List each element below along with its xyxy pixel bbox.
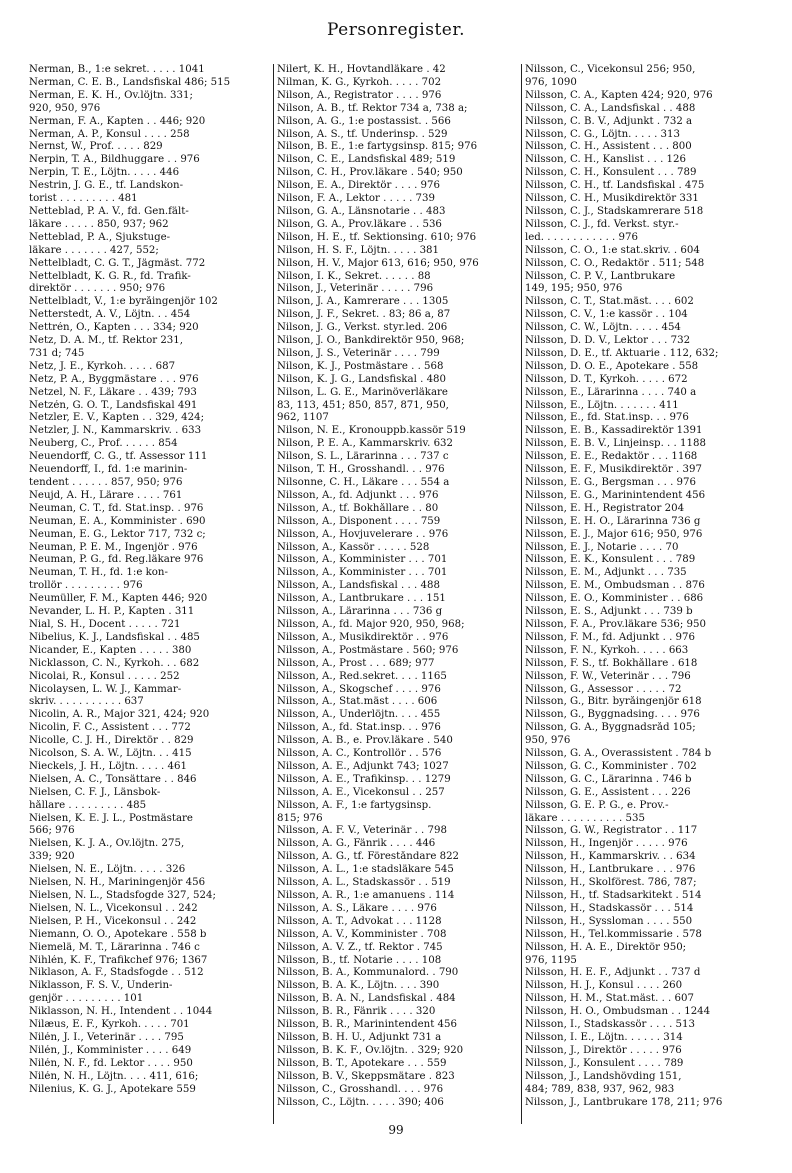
register-entry: Nilsson, E. G., Bergsman . . . 976 <box>525 477 697 488</box>
register-entry: Nilsson, A., Prost . . . 689; 977 <box>277 657 435 669</box>
register-entry: Nilson, J. S., Veterinär . . . . 799 <box>277 347 440 359</box>
register-entry: Nilsson, G. A., Överassistent . 784 b <box>525 748 712 760</box>
register-entry: Nilsson, A., Disponent . . . . 759 <box>277 515 441 527</box>
register-entry: Neuman, C. T., fd. Stat.insp. . 976 <box>29 502 204 514</box>
register-entry: 566; 976 <box>29 825 75 837</box>
register-entry: Nilson, T. H., Grosshandl. . . 976 <box>277 464 445 476</box>
register-entry: Nilsson, G. C., Lärarinna . 746 b <box>525 773 692 785</box>
register-entry: Nibelius, K. J., Landsfiskal . . 485 <box>29 631 200 643</box>
register-entry: Nestrin, J. G. E., tf. Landskon- <box>29 180 184 192</box>
register-column-1 <box>26 64 274 1124</box>
register-entry: Nilsson, B. A. K., Löjtn. . . . 390 <box>277 980 440 992</box>
register-entry: Nilsson, C. H., Konsulent . . . 789 <box>525 167 697 179</box>
register-entry: Nilén, N. H., Löjtn. . . . 411, 616; <box>29 1070 199 1082</box>
register-entry: Nilsson, A., Komminister . . . 701 <box>277 554 448 566</box>
register-entry: Nilsson, F. M., fd. Adjunkt . . 976 <box>525 631 695 643</box>
register-entry: Nicolaysen, L. W. J., Kammar- <box>29 683 182 695</box>
register-entry: Nilsson, C. O., 1:e stat.skriv. . 604 <box>525 244 700 256</box>
register-entry: Nilson, C. E., Landsfiskal 489; 519 <box>277 154 456 166</box>
register-entry: Nilsson, A., Kassör . . . . . 528 <box>277 541 430 553</box>
register-entry: Nilsson, J., Direktör . . . . . 976 <box>525 1044 682 1056</box>
register-entry: Nielsen, A. C., Tonsättare . . 846 <box>29 773 197 785</box>
register-entry: Nettrén, O., Kapten . . . 334; 920 <box>29 322 199 334</box>
register-entry: Nilsson, C. T., Stat.mäst. . . . 602 <box>525 296 694 308</box>
register-entry: Nilsson, J., Landshövding 151, <box>525 1070 682 1082</box>
register-entry: Nilsson, B. H. U., Adjunkt 731 a <box>277 1031 442 1043</box>
register-entry: Netteblad, P. A., Sjukstuge- <box>29 231 171 243</box>
register-entry: Niklasson, N. H., Intendent . . 1044 <box>29 1006 213 1018</box>
register-entry: Nilsson, C. H., tf. Landsfiskal . 475 <box>525 180 705 192</box>
register-entry: Nilsson, E. J., Major 616; 950, 976 <box>525 528 703 540</box>
register-entry: Nilsson, A., Stat.mäst . . . . 606 <box>277 696 438 708</box>
register-entry: trollör . . . . . . . . . 976 <box>29 580 143 592</box>
register-entry: Nilsson, H. J., Konsul . . . . 260 <box>525 980 683 992</box>
register-entry: Neujd, A. H., Lärare . . . . 761 <box>29 489 183 501</box>
register-entry: genjör . . . . . . . . . 101 <box>29 993 144 1005</box>
register-entry: Nilén, J., Komminister . . . . 649 <box>29 1044 192 1056</box>
register-entry: Nilsson, H. O., Ombudsman . . 1244 <box>525 1006 711 1018</box>
register-entry: Nilsson, A., fd. Stat.insp. . . 976 <box>277 722 441 734</box>
register-entry: Nilsson, C. P. V., Lantbrukare <box>525 270 676 282</box>
register-entry: Nilsson, A., Lantbrukare . . . 151 <box>277 593 446 605</box>
register-entry: Nilsson, G. E. P. G., e. Prov.- <box>525 799 669 811</box>
register-entry: Nilsson, B. A. N., Landsfiskal . 484 <box>277 993 456 1005</box>
register-entry: Nieckels, J. H., Löjtn. . . . . 461 <box>29 760 187 772</box>
register-entry: Nielsen, C. F. J., Länsbok- <box>29 786 161 798</box>
register-entry: Nilsson, A. S., Läkare . . . . 976 <box>277 902 437 914</box>
register-entry: Nilsson, B. R., Marinintendent 456 <box>277 1019 457 1031</box>
register-entry: led. . . . . . . . . . . . 976 <box>525 231 638 243</box>
register-entry: Nilsson, A. V., Komminister . 708 <box>277 928 447 940</box>
register-entry: läkare . . . . . 850, 937; 962 <box>29 218 169 230</box>
register-entry: Netz, D. A. M., tf. Rektor 231, <box>29 335 184 347</box>
register-entry: Nilsson, A., Komminister . . . 701 <box>277 567 448 579</box>
register-entry: Nilsson, E. F., Musikdirektör . 397 <box>525 464 702 476</box>
register-entry: Nerpin, T. A., Bildhuggare . . 976 <box>29 154 200 166</box>
register-entry: Nilsson, I. E., Löjtn. . . . . . 314 <box>525 1031 683 1043</box>
register-column-2 <box>274 64 522 1124</box>
register-entry: Nilsson, A., fd. Major 920, 950, 968; <box>277 618 465 630</box>
register-entry: Nilsson, D. O. E., Apotekare . 558 <box>525 360 699 372</box>
register-entry: direktör . . . . . . . 950; 976 <box>29 283 166 295</box>
register-entry: Netz, J. E., Kyrkoh. . . . . 687 <box>29 360 176 372</box>
register-entry: Nilsson, H., Syssloman . . . . 550 <box>525 915 693 927</box>
register-entry: Nilsson, H., tf. Stadsarkitekt . 514 <box>525 890 702 901</box>
register-entry: Nilson, J. O., Bankdirektör 950, 968; <box>277 335 465 347</box>
register-entry: Nilsson, A., fd. Adjunkt . . . 976 <box>277 489 439 501</box>
register-entry: Neuman, E. G., Lektor 717, 732 c; <box>29 528 206 540</box>
register-entry: Nerman, C. E. B., Landsfiskal 486; 515 <box>29 76 231 88</box>
register-entry: Neuendorff, C. G., tf. Assessor 111 <box>29 451 208 463</box>
register-entry: Nilsson, B. K. F., Öv.löjtn. . 329; 920 <box>277 1044 464 1056</box>
register-entry: Nernst, W., Prof. . . . . 829 <box>29 141 163 153</box>
register-entry: 962, 1107 <box>277 412 329 424</box>
register-entry: Nilson, J. G., Verkst. styr.led. 206 <box>277 322 448 334</box>
register-entry: Nilsson, I., Stadskassör . . . . 513 <box>525 1019 695 1031</box>
register-entry: Nilsson, C. A., Kapten 424; 920, 976 <box>525 89 713 101</box>
register-entry: 731 d; 745 <box>29 347 85 359</box>
register-entry: Nilsson, D. E., tf. Aktuarie . 112, 632; <box>525 347 719 359</box>
register-entry: läkare . . . . . . . . . . 535 <box>525 812 645 824</box>
register-entry: Netzler, E. V., Kapten . . 329, 424; <box>29 412 204 424</box>
register-entry: Nilson, A. G., 1:e postassist. . 566 <box>277 115 451 127</box>
register-entry: Nilsson, E. O., Komminister . . 686 <box>525 593 704 605</box>
register-entry: Netzler, J. N., Kammarskriv. . 633 <box>29 425 202 437</box>
register-entry: Nilsson, C. A., Landsfiskal . . 488 <box>525 102 696 114</box>
page-title: Personregister. <box>326 20 466 40</box>
register-entry: 950, 976 <box>525 735 571 747</box>
register-entry: Nilsson, A., Landsfiskal . . . 488 <box>277 580 440 592</box>
register-entry: Nilert, K. H., Hovtandläkare . 42 <box>277 64 446 75</box>
register-entry: Nettelbladt, C. G. T., Jägmäst. 772 <box>29 257 206 269</box>
register-entry: Neuendorff, I., fd. 1:e marinin- <box>29 464 188 476</box>
register-entry: Nettelbladt, V., 1:e byråingenjör 102 <box>29 296 218 308</box>
register-entry: Nicolson, S. A. W., Löjtn. . . 415 <box>29 748 192 760</box>
register-entry: Netz, P. A., Byggmästare . . . 976 <box>29 373 199 385</box>
register-entry: Nielsen, N. L., Stadsfogde 327, 524; <box>29 890 216 901</box>
register-entry: Nilsson, A. R., 1:e amanuens . 114 <box>277 890 455 901</box>
register-entry: Nilsson, C., Vicekonsul 256; 950, <box>525 64 696 75</box>
register-entry: Nilson, H. V., Major 613, 616; 950, 976 <box>277 257 479 269</box>
register-entry: Nilson, C. H., Prov.läkare . 540; 950 <box>277 167 463 179</box>
register-entry: Nilsson, G. C., Komminister . 702 <box>525 760 697 772</box>
register-entry: Nilsson, D. T., Kyrkoh. . . . . 672 <box>525 373 688 385</box>
register-entry: Nerman, A. P., Konsul . . . . 258 <box>29 128 190 140</box>
register-entry: Nilsson, A. L., Stadskassör . . 519 <box>277 877 451 889</box>
register-entry: Nettelbladt, K. G. R., fd. Trafik- <box>29 270 191 282</box>
register-entry: Nilén, J. I., Veterinär . . . . 795 <box>29 1031 184 1043</box>
register-entry: Nilsson, A. V. Z., tf. Rektor . 745 <box>277 941 443 953</box>
register-entry: Nilsson, A. B., e. Prov.läkare . 540 <box>277 735 453 747</box>
register-entry: Nielsen, K. E. J. L., Postmästare <box>29 812 193 824</box>
register-entry: Nilsson, H., Skolförest. 786, 787; <box>525 877 697 889</box>
register-entry: Nilsson, A., Lärarinna . . . 736 g <box>277 606 443 618</box>
register-entry: Nilsson, E. M., Adjunkt . . . 735 <box>525 567 687 579</box>
register-entry: Nerman, B., 1:e sekret. . . . . 1041 <box>29 64 205 75</box>
register-entry: hållare . . . . . . . . . 485 <box>29 799 147 811</box>
register-entry: Nilson, K. J., Postmästare . . 568 <box>277 360 444 372</box>
register-entry: Nilsson, J., Konsulent . . . . 789 <box>525 1057 684 1069</box>
register-entry: Nilson, A., Registrator . . . . 976 <box>277 89 442 101</box>
register-entry: Nilson, N. E., Kronouppb.kassör 519 <box>277 425 466 437</box>
register-entry: Nilson, I. K., Sekret. . . . . . 88 <box>277 270 431 282</box>
register-entry: Nilsson, E. M., Ombudsman . . 876 <box>525 580 705 592</box>
register-entry: Nilsson, E. H., Registrator 204 <box>525 502 685 514</box>
register-column-3 <box>522 64 770 1124</box>
register-entry: 484; 789, 838, 937, 962, 983 <box>525 1083 675 1095</box>
register-entry: Nilson, A. S., tf. Underinsp. . 529 <box>277 128 448 140</box>
register-entry: Nilsson, B., tf. Notarie . . . . 108 <box>277 954 442 966</box>
register-entry: Nilsson, C. H., Musikdirektör 331 <box>525 193 699 205</box>
register-entry: Neuman, T. H., fd. 1:e kon- <box>29 567 168 579</box>
register-entry: Nilsson, H. A. E., Direktör 950; <box>525 941 687 953</box>
register-entry: Nilsson, H., Ingenjör . . . . . 976 <box>525 838 688 850</box>
register-entry: Nilsson, C. W., Löjtn. . . . . 454 <box>525 322 681 334</box>
register-entry: Nilsson, E. K., Konsulent . . . 789 <box>525 554 696 566</box>
register-entry: Nilsson, C. J., Stadskamrerare 518 <box>525 205 704 217</box>
register-entry: Neuman, E. A., Komminister . 690 <box>29 515 206 527</box>
register-entry: Neumüller, F. M., Kapten 446; 920 <box>29 593 208 605</box>
register-entry: Nilsson, F. W., Veterinär . . . 796 <box>525 670 691 682</box>
register-entry: Niemelä, M. T., Lärarinna . 746 c <box>29 941 200 953</box>
register-entry: Nilson, L. G. E., Marinöverläkare <box>277 386 448 398</box>
register-entry: Nilsson, F. N., Kyrkoh. . . . . 663 <box>525 644 689 656</box>
register-entry: Nilman, K. G., Kyrkoh. . . . . 702 <box>277 76 442 88</box>
register-entry: 920, 950, 976 <box>29 102 101 114</box>
register-entry: Nicolin, A. R., Major 321, 424; 920 <box>29 709 210 721</box>
register-entry: Nilson, J. F., Sekret. . 83; 86 a, 87 <box>277 309 451 321</box>
register-entry: Nilsson, A., Postmästare . 560; 976 <box>277 644 459 656</box>
register-entry: Nicander, E., Kapten . . . . . 380 <box>29 644 192 656</box>
register-entry: Nilsson, E., fd. Stat.insp. . . 976 <box>525 412 689 424</box>
register-entry: Nilsson, E. B., Kassadirektör 1391 <box>525 425 703 437</box>
register-entry: Nilsson, A. C., Kontrollör . . 576 <box>277 748 442 760</box>
register-entry: Nilæus, E. F., Kyrkoh. . . . . 701 <box>29 1019 190 1031</box>
page-number: 99 <box>388 1123 404 1137</box>
register-entry: Nilsson, A., Hovjuvelerare . . 976 <box>277 528 449 540</box>
register-entry: Nilsson, G., Assessor . . . . . 72 <box>525 683 682 695</box>
register-entry: Nilsson, C. H., Assistent . . . 800 <box>525 141 692 153</box>
register-entry: Nilsson, B. T., Apotekare . . . 559 <box>277 1057 447 1069</box>
register-entry: Nilson, B. E., 1:e fartygsinsp. 815; 976 <box>277 141 478 153</box>
register-entry: Nial, S. H., Docent . . . . . 721 <box>29 618 181 630</box>
register-entry: Nilsson, B. A., Kommunalord. . 790 <box>277 967 459 979</box>
register-entry: Nilén, N. F., fd. Lektor . . . . 950 <box>29 1057 193 1069</box>
register-entry: Nilsson, A. G., tf. Föreståndare 822 <box>277 851 460 863</box>
register-entry: Nilsson, H., Lantbrukare . . . 976 <box>525 864 696 876</box>
register-entry: läkare . . . . . . . 427, 552; <box>29 244 159 256</box>
register-entry: Nilsson, A., Red.sekret. . . . 1165 <box>277 670 447 682</box>
register-entry: Nilsson, A., Underlöjtn. . . . 455 <box>277 709 441 721</box>
register-entry: torist . . . . . . . . . 481 <box>29 193 138 205</box>
register-entry: Neuman, P. E. M., Ingenjör . 976 <box>29 541 198 553</box>
register-entry: Neuman, P. G., fd. Reg.läkare 976 <box>29 554 204 566</box>
register-entry: Nilsson, A., Skogschef . . . . 976 <box>277 683 441 695</box>
register-entry: Nilsson, A. E., Vicekonsul . . 257 <box>277 786 445 798</box>
register-entry: Nilsson, C. J., fd. Verkst. styr.- <box>525 218 679 230</box>
register-entry: Nilson, S. L., Lärarinna . . . 737 c <box>277 451 449 463</box>
register-entry: Nilsson, E. E., Redaktör . . . 1168 <box>525 451 698 463</box>
register-entry: Nilson, A. B., tf. Rektor 734 a, 738 a; <box>277 102 468 114</box>
register-columns <box>26 64 770 1124</box>
register-entry: Nilsson, C., Grosshandl. . . . 976 <box>277 1083 444 1095</box>
register-entry: Nilsson, G. W., Registrator . . 117 <box>525 825 698 837</box>
register-entry: skriv. . . . . . . . . . . 637 <box>29 696 144 708</box>
register-entry: Nilsson, A., tf. Bokhållare . . 80 <box>277 502 439 514</box>
register-entry: Nielsen, N. H., Mariningenjör 456 <box>29 877 206 889</box>
register-entry: Nilson, G. A., Prov.läkare . . 536 <box>277 218 442 230</box>
register-entry: Nilsson, A. T., Advokat . . . 1128 <box>277 915 442 927</box>
register-entry: 976, 1090 <box>525 76 577 88</box>
register-entry: Nilsson, C., Löjtn. . . . . 390; 406 <box>277 1096 444 1108</box>
register-entry: Nicklasson, C. N., Kyrkoh. . . 682 <box>29 657 200 669</box>
register-entry: Nilsson, E., Lärarinna . . . . 740 a <box>525 386 697 398</box>
register-entry: Nilsson, E. H. O., Lärarinna 736 g <box>525 515 701 527</box>
register-entry: Nilsson, A. F. V., Veterinär . . 798 <box>277 825 447 837</box>
register-entry: Nilsson, B. R., Fänrik . . . . 320 <box>277 1006 436 1018</box>
register-entry: Nilsonne, C. H., Läkare . . . 554 a <box>277 477 450 488</box>
register-entry: Nielsen, N. L., Vicekonsul . . 242 <box>29 902 198 914</box>
register-entry: Nilson, J. A., Kamrerare . . . 1305 <box>277 296 449 308</box>
register-entry: 815; 976 <box>277 812 323 824</box>
register-entry: Nilsson, A. E., Adjunkt 743; 1027 <box>277 760 449 772</box>
register-entry: Nilsson, C. G., Löjtn. . . . . 313 <box>525 128 680 140</box>
register-entry: Nilsson, E. S., Adjunkt . . . 739 b <box>525 606 693 618</box>
register-entry: Nilsson, G. E., Assistent . . . 226 <box>525 786 691 798</box>
register-entry: Nilsson, H. M., Stat.mäst. . . 607 <box>525 993 694 1005</box>
register-entry: Niklason, A. F., Stadsfogde . . 512 <box>29 967 204 979</box>
register-entry: Nilsson, J., Lantbrukare 178, 211; 976 <box>525 1096 723 1108</box>
register-entry: Nilsson, G., Byggnadsing. . . . 976 <box>525 709 700 721</box>
register-entry: Nilsson, E., Löjtn. . . . . . . 411 <box>525 399 679 411</box>
register-entry: tendent . . . . . . 857, 950; 976 <box>29 477 183 488</box>
register-entry: Nilsson, A. L., 1:e stadsläkare 545 <box>277 864 454 876</box>
register-entry: Nilson, K. J. G., Landsfiskal . 480 <box>277 373 447 385</box>
register-entry: Nilsson, A., Musikdirektör . . 976 <box>277 631 449 643</box>
register-entry: Nilsson, E. J., Notarie . . . . 70 <box>525 541 679 553</box>
register-entry: 976, 1195 <box>525 954 577 966</box>
register-entry: Nielsen, K. J. A., Öv.löjtn. 275, <box>29 838 185 850</box>
register-entry: 339; 920 <box>29 851 75 863</box>
register-entry: Nilson, F. A., Lektor . . . . . 739 <box>277 193 435 205</box>
register-entry: Nilsson, B. V., Skeppsmätare . 823 <box>277 1070 455 1082</box>
register-entry: Nilsson, A. F., 1:e fartygsinsp. <box>277 799 432 811</box>
register-entry: Niemann, O. O., Apotekare . 558 b <box>29 928 207 940</box>
register-entry: Nilsson, C. O., Redaktör . 511; 548 <box>525 257 705 269</box>
register-entry: Netzén, G. O. T., Landsfiskal 491 <box>29 399 198 411</box>
register-entry: Nilsson, C. V., 1:e kassör . . 104 <box>525 309 688 321</box>
register-entry: Nilsson, F. S., tf. Bokhållare . 618 <box>525 657 698 669</box>
register-entry: Nicolin, F. C., Assistent . . . 772 <box>29 722 191 734</box>
register-entry: Netterstedt, A. V., Löjtn. . . 454 <box>29 309 191 321</box>
register-entry: Nilson, H. E., tf. Sektionsing. 610; 976 <box>277 231 477 243</box>
register-entry: Nilson, H. S. F., Löjtn. . . . . 381 <box>277 244 440 256</box>
register-entry: 149, 195; 950, 976 <box>525 283 623 295</box>
register-entry: Nilson, J., Veterinär . . . . . 796 <box>277 283 434 295</box>
register-entry: Niklasson, F. S. V., Underin- <box>29 980 173 992</box>
register-entry: Nerpin, T. E., Löjtn. . . . . 446 <box>29 167 180 179</box>
register-entry: Netzel, N. F., Läkare . . 439; 793 <box>29 386 197 398</box>
register-entry: Nilsson, H. E. F., Adjunkt . . 737 d <box>525 967 701 979</box>
register-entry: Nilsson, G., Bitr. byråingenjör 618 <box>525 696 702 708</box>
register-entry: Nilsson, G. A., Byggnadsråd 105; <box>525 722 696 734</box>
register-entry: Nerman, F. A., Kapten . . 446; 920 <box>29 115 206 127</box>
register-entry: Nilenius, K. G. J., Apotekare 559 <box>29 1083 196 1095</box>
register-entry: Nilsson, H., Kammarskriv. . . 634 <box>525 851 696 863</box>
register-entry: Nilsson, F. A., Prov.läkare 536; 950 <box>525 618 707 630</box>
register-entry: Nilsson, C. H., Kanslist . . . 126 <box>525 154 686 166</box>
register-entry: Nerman, E. K. H., Öv.löjtn. 331; <box>29 89 193 101</box>
register-entry: Nilson, G. A., Länsnotarie . . 483 <box>277 205 446 217</box>
register-entry: Nilsson, D. D. V., Lektor . . . 732 <box>525 335 691 347</box>
register-entry: Neuberg, C., Prof. . . . . . 854 <box>29 438 178 450</box>
register-entry: Nilson, E. A., Direktör . . . . 976 <box>277 180 440 192</box>
register-entry: Nilsson, C. B. V., Adjunkt . 732 a <box>525 115 693 127</box>
register-entry: Nilsson, A. G., Fänrik . . . . 446 <box>277 838 436 850</box>
register-entry: Nevander, L. H. P., Kapten . 311 <box>29 606 195 618</box>
register-entry: Nilsson, E. B. V., Linjeinsp. . . 1188 <box>525 438 706 450</box>
register-entry: Nilsson, A. E., Trafikinsp. . . 1279 <box>277 773 451 785</box>
register-entry: 83, 113, 451; 850, 857, 871, 950, <box>277 399 449 411</box>
register-entry: Nilsson, H., Tel.kommissarie . 578 <box>525 928 702 940</box>
register-entry: Nielsen, N. E., Löjtn. . . . . 326 <box>29 864 186 876</box>
register-entry: Nilson, P. E. A., Kammarskriv. 632 <box>277 438 454 450</box>
register-entry: Nilsson, H., Stadskassör . . . 514 <box>525 902 694 914</box>
register-entry: Netteblad, P. A. V., fd. Gen.fält- <box>29 205 189 217</box>
register-entry: Nicolai, R., Konsul . . . . . 252 <box>29 670 180 682</box>
register-entry: Nihlén, K. F., Trafikchef 976; 1367 <box>29 954 208 966</box>
register-entry: Nilsson, E. G., Marinintendent 456 <box>525 489 706 501</box>
register-entry: Nielsen, P. H., Vicekonsul . . 242 <box>29 915 197 927</box>
register-entry: Nicolle, C. J. H., Direktör . . 829 <box>29 735 194 747</box>
